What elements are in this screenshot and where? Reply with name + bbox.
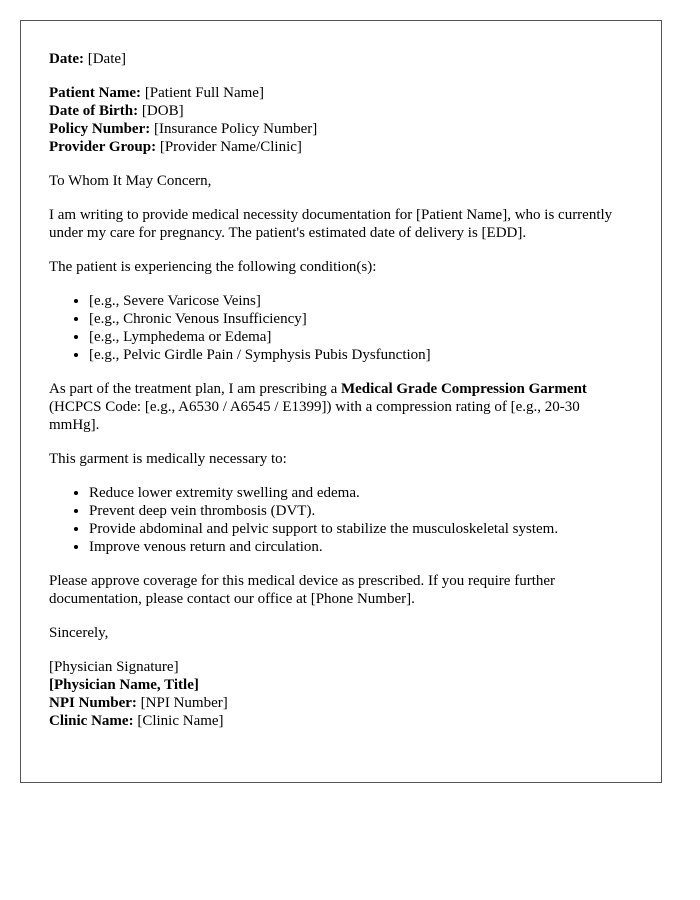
signature-block: [Physician Signature] [Physician Name, Title] NPI Number: [NPI Number] Clinic Name: [Clinic Name] bbox=[49, 659, 228, 729]
list-item: • Provide abdominal and pelvic support to stabilize the musculoskeletal system. bbox=[89, 520, 632, 538]
list-item: • Reduce lower extremity swelling and edema. bbox=[89, 484, 632, 502]
closing-request: Please approve coverage for this medical device as prescribed. If you require further documentation, please contact our office at [Phone Number]. bbox=[49, 573, 556, 607]
list-item: • [e.g., Pelvic Girdle Pain / Symphysis Pubis Dysfunction] bbox=[89, 346, 632, 364]
conditions-list bbox=[49, 292, 632, 364]
conditions-intro: The patient is experiencing the following condition(s): bbox=[49, 259, 377, 275]
list-item: • [e.g., Severe Varicose Veins] bbox=[89, 292, 632, 310]
necessity-list bbox=[49, 484, 632, 556]
closing: Sincerely, bbox=[49, 625, 109, 641]
patient-info: Patient Name: [Patient Full Name] Date of Birth: [DOB] Policy Number: [Insurance Policy Number] Provider Group: [Provider Name/Clinic] bbox=[49, 85, 318, 155]
necessity-intro: This garment is medically necessary to: bbox=[49, 451, 287, 467]
list-item: • Improve venous return and circulation. bbox=[89, 538, 632, 556]
date-line: Date: [Date] bbox=[49, 51, 127, 67]
intro-paragraph: I am writing to provide medical necessity documentation for [Patient Name], who is currently under my care for pregnancy. The patient's estimated date of delivery is [EDD]. bbox=[49, 207, 613, 241]
treatment-paragraph: As part of the treatment plan, I am prescribing a Medical Grade Compression Garment (HCPCS Code: [e.g., A6530 / A6545 / E1399]) with a compression rating of [e.g., 20-30 mmHg]. bbox=[49, 381, 587, 433]
salutation: To Whom It May Concern, bbox=[49, 173, 212, 189]
list-item: • [e.g., Lymphedema or Edema] bbox=[89, 328, 632, 346]
list-item: • [e.g., Chronic Venous Insufficiency] bbox=[89, 310, 632, 328]
list-item: • Prevent deep vein thrombosis (DVT). bbox=[89, 502, 632, 520]
letter bbox=[20, 20, 662, 783]
